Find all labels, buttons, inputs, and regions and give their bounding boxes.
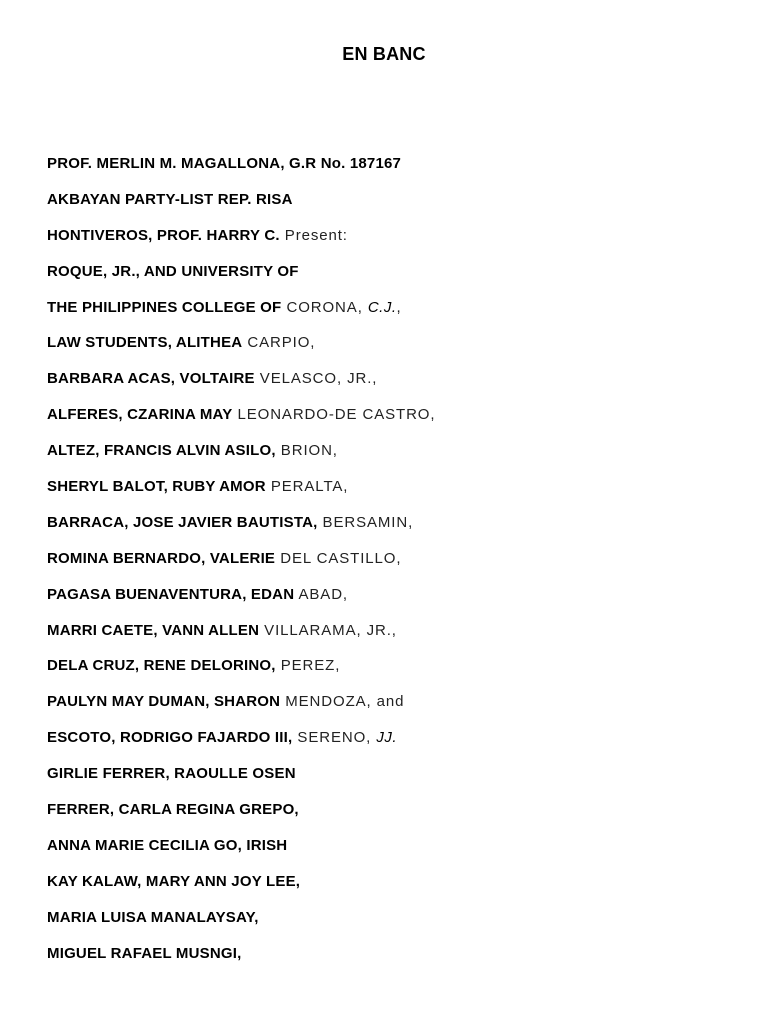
- caption-line: [47, 225, 747, 261]
- caption-line: [47, 763, 747, 799]
- party-text: BARRACA, JOSE JAVIER BAUTISTA,: [47, 513, 318, 531]
- party-text: PAGASA BUENAVENTURA, EDAN: [47, 585, 295, 603]
- page-title: EN BANC: [342, 44, 426, 64]
- party-text: ANNA MARIE CECILIA GO, IRISH: [47, 836, 288, 854]
- party-text: FERRER, CARLA REGINA GREPO,: [47, 801, 299, 819]
- caption-line: [47, 440, 747, 476]
- bench-text: BRION,: [275, 442, 338, 460]
- party-text: THE PHILIPPINES COLLEGE OF: [47, 298, 282, 316]
- party-text: SHERYL BALOT, RUBY AMOR: [47, 478, 266, 496]
- caption-line: [47, 189, 747, 225]
- bench-text: ABAD,: [294, 585, 348, 603]
- caption-line: [47, 153, 747, 189]
- bench-title-text: C.J.: [367, 298, 397, 316]
- caption-line: [47, 512, 747, 548]
- caption-line: [47, 655, 747, 691]
- bench-text: BERSAMIN,: [317, 513, 414, 531]
- caption-line: [47, 584, 747, 620]
- caption-line: [47, 943, 747, 979]
- caption-line: [47, 871, 747, 907]
- party-text: ROMINA BERNARDO, VALERIE: [47, 549, 276, 567]
- party-text: MIGUEL RAFAEL MUSNGI,: [47, 944, 242, 962]
- caption-line: [47, 332, 747, 368]
- party-text: ROQUE, JR., AND UNIVERSITY OF: [47, 262, 299, 280]
- party-text: BARBARA ACAS, VOLTAIRE: [47, 370, 255, 388]
- caption-line: [47, 297, 747, 333]
- party-text: ALTEZ, FRANCIS ALVIN ASILO,: [47, 442, 276, 460]
- bench-text: CARPIO,: [242, 334, 316, 352]
- bench-text: MENDOZA, and: [280, 693, 405, 711]
- caption-line: [47, 368, 747, 404]
- caption-line: [47, 548, 747, 584]
- bench-text: SERENO,: [292, 729, 377, 747]
- bench-text: LEONARDO-DE CASTRO,: [232, 406, 436, 424]
- bench-text: VELASCO, JR.,: [254, 370, 378, 388]
- caption-line: [47, 835, 747, 871]
- bench-title-text: JJ.: [376, 729, 397, 747]
- party-text: AKBAYAN PARTY-LIST REP. RISA: [47, 190, 293, 208]
- caption-line: [47, 691, 747, 727]
- caption-line: [47, 907, 747, 943]
- bench-text: VILLARAMA, JR.,: [259, 621, 397, 639]
- caption-line: [47, 404, 747, 440]
- party-text: HONTIVEROS, PROF. HARRY C.: [47, 226, 280, 244]
- party-text: GIRLIE FERRER, RAOULLE OSEN: [47, 765, 296, 783]
- caption-line: [47, 727, 747, 763]
- bench-text: Present:: [279, 226, 348, 244]
- party-text: KAY KALAW, MARY ANN JOY LEE,: [47, 872, 301, 890]
- party-text: ALFERES, CZARINA MAY: [47, 406, 233, 424]
- bench-punctuation: ,: [396, 298, 402, 316]
- caption-line: [47, 261, 747, 297]
- bench-text: CORONA,: [281, 298, 368, 316]
- party-text: PAULYN MAY DUMAN, SHARON: [47, 693, 281, 711]
- bench-text: PEREZ,: [275, 657, 341, 675]
- bench-text: DEL CASTILLO,: [275, 549, 402, 567]
- party-text: DELA CRUZ, RENE DELORINO,: [47, 657, 276, 675]
- caption-line: [47, 799, 747, 835]
- party-text: LAW STUDENTS, ALITHEA: [47, 334, 243, 352]
- caption-line: [47, 476, 747, 512]
- caption-lines: [47, 153, 747, 978]
- caption-line: [47, 620, 747, 656]
- party-text: ESCOTO, RODRIGO FAJARDO III,: [47, 729, 293, 747]
- party-text: PROF. MERLIN M. MAGALLONA, G.R No. 187167: [47, 155, 402, 172]
- bench-text: PERALTA,: [265, 478, 349, 496]
- party-text: MARIA LUISA MANALAYSAY,: [47, 908, 259, 926]
- party-text: MARRI CAETE, VANN ALLEN: [47, 621, 260, 639]
